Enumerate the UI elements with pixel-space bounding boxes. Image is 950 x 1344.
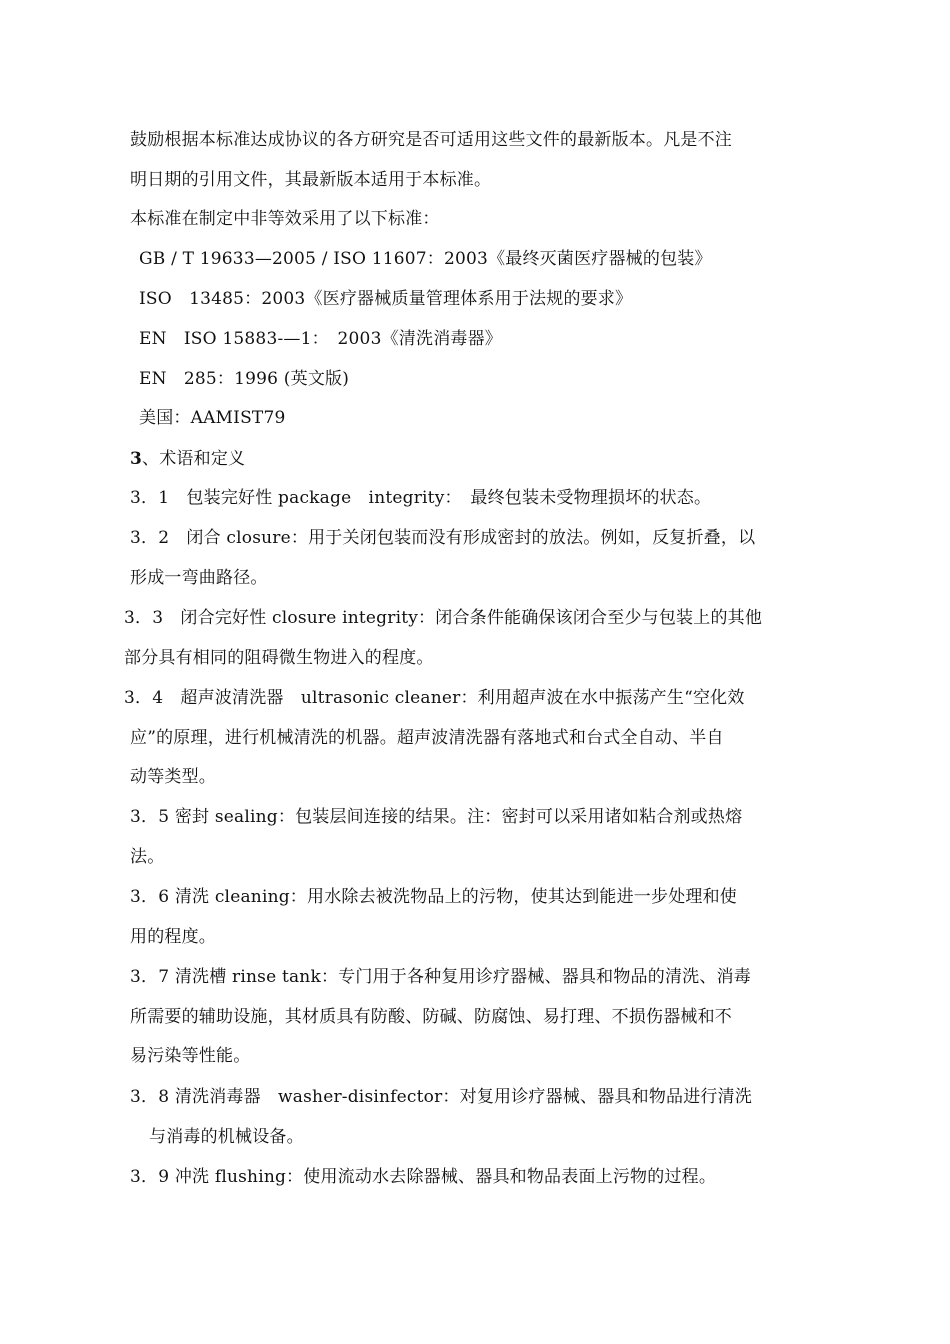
definition-line: 3．8 清洗消毒器 washer-disinfector：对复用诊疗器械、器具和物品进行清洗 [130,1087,753,1107]
reference-standard: GB / T 19633—2005 / ISO 11607：2003《最终灭菌医疗器械的包装》 [139,249,712,269]
reference-standard: EN ISO 15883-—1： 2003《清洗消毒器》 [139,329,502,349]
reference-standard: 美国：AAMIST79 [139,408,286,428]
definition-line: 用的程度。 [130,927,216,947]
reference-standard: EN 285：1996 (英文版) [139,369,350,389]
definition-line: 部分具有相同的阻碍微生物进入的程度。 [124,648,434,668]
reference-standard: ISO 13485：2003《医疗器械质量管理体系用于法规的要求》 [139,289,633,309]
section-title: 、术语和定义 [142,449,246,469]
definition-line: 3．6 清洗 cleaning：用水除去被洗物品上的污物，使其达到能进一步处理和使 [130,887,738,907]
definition-line: 应”的原理，进行机械清洗的机器。超声波清洗器有落地式和台式全自动、半自 [130,728,724,748]
definition-line: 3．1 包装完好性 package integrity： 最终包装未受物理损坏的状态。 [130,488,712,508]
text-line: 鼓励根据本标准达成协议的各方研究是否可适用这些文件的最新版本。凡是不注 [130,130,732,150]
definition-line: 3．4 超声波清洗器 ultrasonic cleaner：利用超声波在水中振荡产生“空化效 [124,688,745,708]
section-number: 3 [130,449,143,469]
text-line: 明日期的引用文件，其最新版本适用于本标准。 [130,170,492,190]
definition-line: 法。 [130,847,165,867]
definition-line: 形成一弯曲路径。 [130,568,268,588]
definition-line: 与消毒的机械设备。 [149,1127,304,1147]
definition-line: 3．2 闭合 closure：用于关闭包装而没有形成密封的放法。例如，反复折叠，以 [130,528,756,548]
definition-line: 所需要的辅助设施，其材质具有防酸、防碱、防腐蚀、易打理、不损伤器械和不 [130,1007,732,1027]
definition-line: 动等类型。 [130,767,216,787]
definition-line: 3．5 密封 sealing：包装层间连接的结果。注：密封可以采用诸如粘合剂或热熔 [130,807,743,827]
definition-line: 3．3 闭合完好性 closure integrity：闭合条件能确保该闭合至少与包装上的其他 [124,608,763,628]
definition-line: 3．9 冲洗 flushing：使用流动水去除器械、器具和物品表面上污物的过程。 [130,1167,717,1187]
section-heading [130,447,245,471]
definition-line: 易污染等性能。 [130,1046,251,1066]
text-line: 本标准在制定中非等效采用了以下标准： [130,209,440,229]
definition-line: 3．7 清洗槽 rinse tank：专门用于各种复用诊疗器械、器具和物品的清洗、消毒 [130,967,751,987]
